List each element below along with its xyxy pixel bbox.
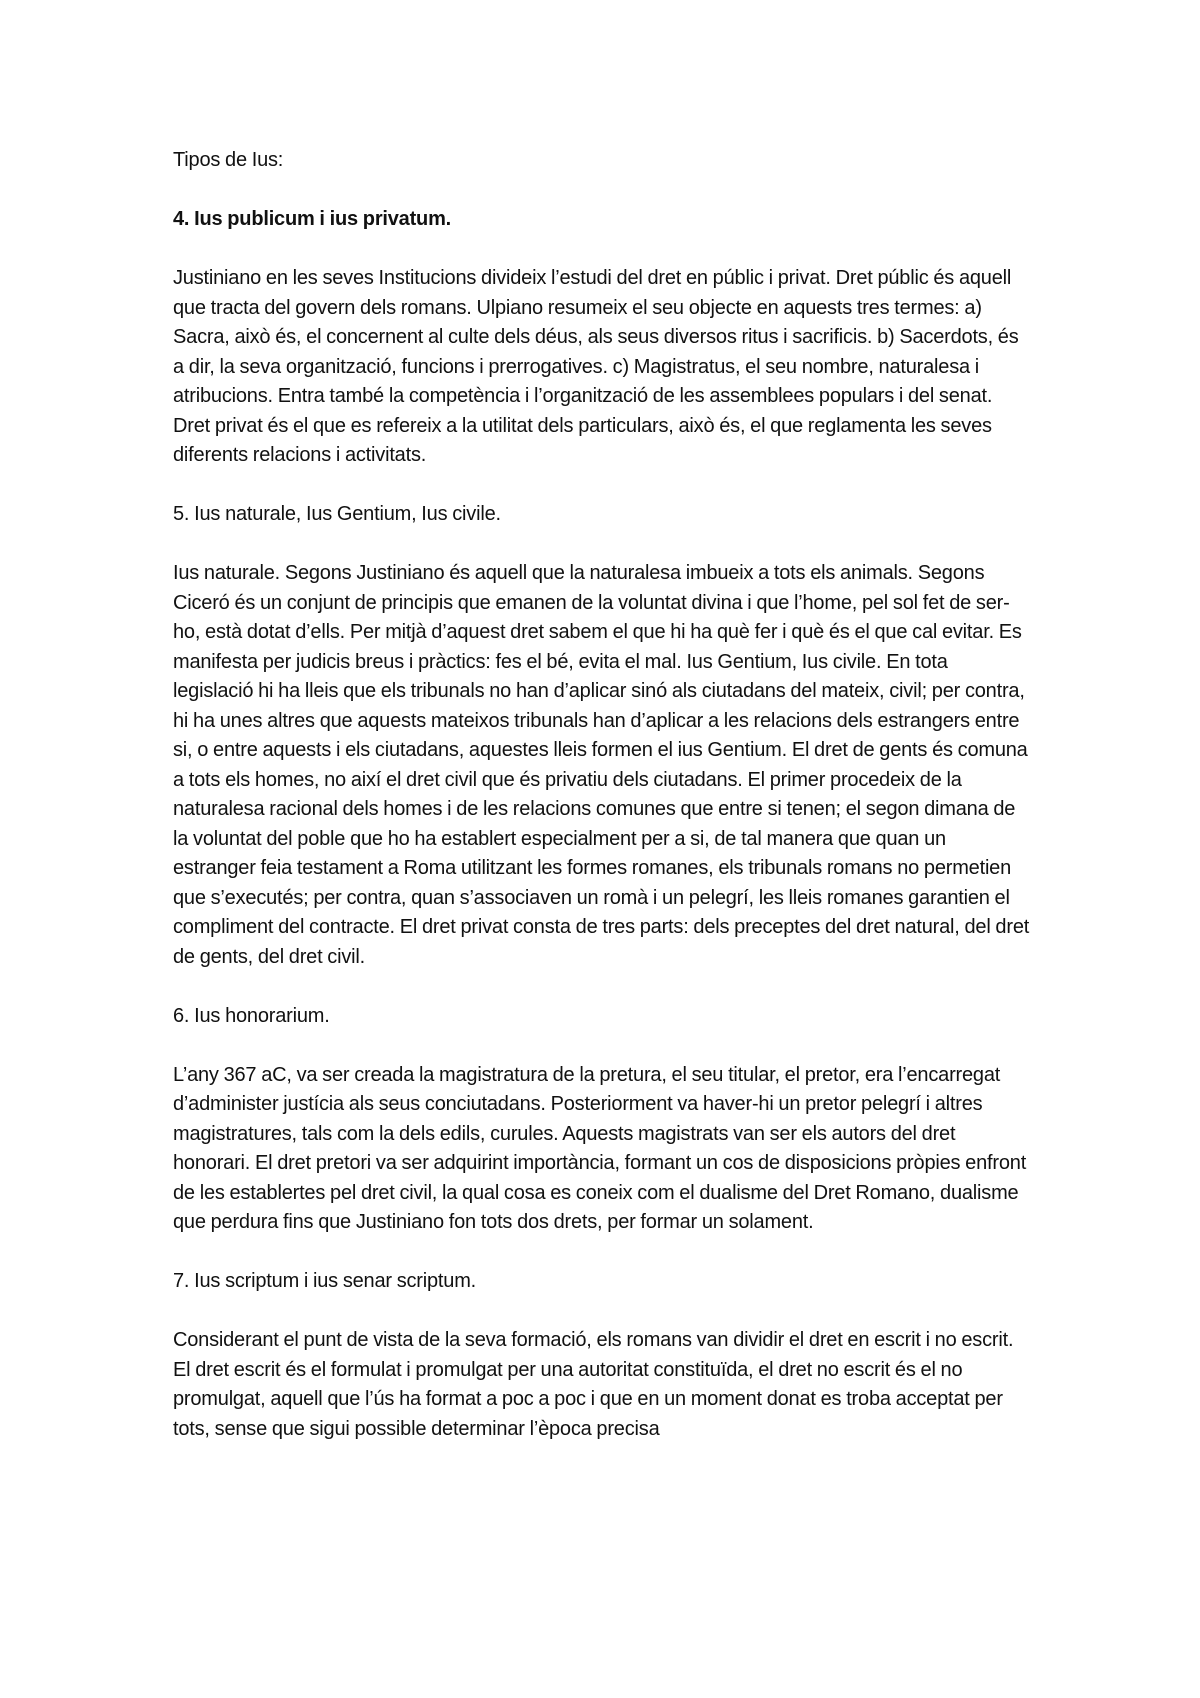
section-heading: 7. Ius scriptum i ius senar scriptum. — [173, 1270, 477, 1292]
document-body — [173, 146, 1030, 1444]
section-heading: 6. Ius honorarium. — [173, 1004, 330, 1027]
section-heading: 4. Ius publicum i ius privatum. — [173, 208, 452, 230]
section-paragraph: Justiniano en les seves Institucions divideix l’estudi del dret en públic i privat. Dret públic és aquell que tracta del govern dels romans. Ulpiano resumeix el seu objecte en aquests tres termes: a) Sacra, això és, el concernent al culte dels déus, als seus diversos ritus i sacrificis. b) Sacerdots, és a dir, la seva organització, funcions i prerrogatives. c) Magistratus, el seu nombre, naturalesa i atribucions. Entra també la competència i l’organització de les assemblees populars i del senat. Dret privat és el que es refereix a la utilitat dels particulars, això és, el que reglamenta les seves diferents relacions i activitats. — [173, 267, 1019, 466]
document-intro: Tipos de Ius: — [173, 149, 284, 171]
section-paragraph: Considerant el punt de vista de la seva formació, els romans van dividir el dret en escrit i no escrit. El dret escrit és el formulat i promulgat per una autoritat constituïda, el dret no escrit és el no promulgat, aquell que l’ús ha format a poc a poc i que en un moment donat es troba acceptat per tots, sense que sigui possible determinar l’època precisa — [173, 1329, 1014, 1440]
section-paragraph: Ius naturale. Segons Justiniano és aquell que la naturalesa imbueix a tots els animals. Segons Ciceró és un conjunt de principis que emanen de la voluntat divina i que l’home, pel sol fet de ser-ho, està dotat d’ells. Per mitjà d’aquest dret sabem el que hi ha què fer i què és el que cal evitar. Es manifesta per judicis breus i pràctics: fes el bé, evita el mal. Ius Gentium, Ius civile. En tota legislació hi ha lleis que els tribunals no han d’aplicar sinó als ciutadans del mateix, civil; per contra, hi ha unes altres que aquests mateixos tribunals han d’aplicar a les relacions dels estrangers entre si, o entre aquests i els ciutadans, aquestes lleis formen el ius Gentium. El dret de gents és comuna a tots els homes, no així el dret civil que és privatiu dels ciutadans. El primer procedeix de la naturalesa racional dels homes i de les relacions comunes que entre si tenen; el segon dimana de la voluntat del poble que ho ha establert especialment per a si, de tal manera que quan un estranger feia testament a Roma utilitzant les formes romanes, els tribunals romans no permetien que s’executés; per contra, quan s’associaven un romà i un pelegrí, les lleis romanes garantien el compliment del contracte. El dret privat consta de tres parts: dels preceptes del dret natural, del dret de gents, del dret civil. — [173, 562, 1030, 968]
section-paragraph: L’any 367 aC, va ser creada la magistratura de la pretura, el seu titular, el pretor, era l’encarregat d’administer justícia als seus conciutadans. Posteriorment va haver-hi un pretor pelegrí i altres magistratures, tals com la dels edils, curules. Aquests magistrats van ser els autors del dret honorari. El dret pretori va ser adquirint importància, formant un cos de disposicions pròpies enfront de les establertes pel dret civil, la qual cosa es coneix com el dualisme del Dret Romano, dualisme que perdura fins que Justiniano fon tots dos drets, per formar un solament. — [173, 1063, 1027, 1233]
section-heading: 5. Ius naturale, Ius Gentium, Ius civile. — [173, 503, 501, 525]
